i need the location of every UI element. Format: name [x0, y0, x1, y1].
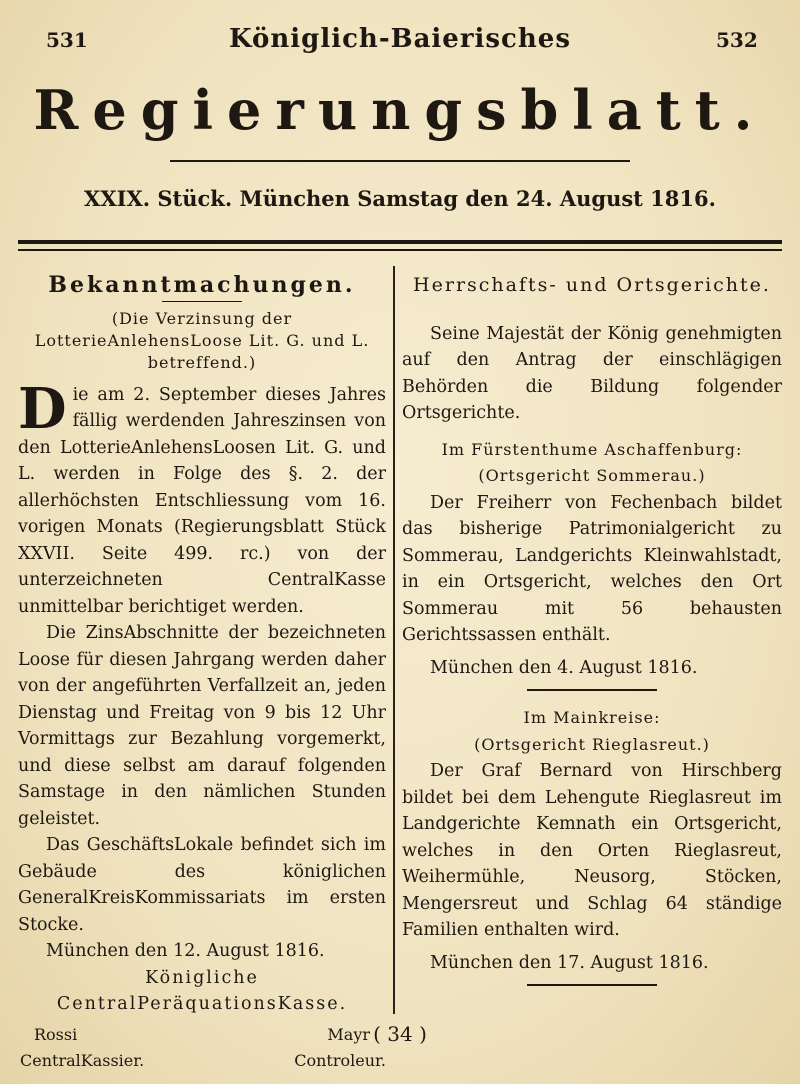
double-rule-bottom — [18, 249, 782, 251]
paragraph-office: Das GeschäftsLokale befindet sich im Gebäude des königlichen GeneralKreisKommissariats im ersten Stocke. — [18, 835, 386, 935]
section-rule-2 — [527, 984, 657, 986]
column-divider — [393, 266, 395, 1014]
paragraph-interest-text: ie am 2. September dieses Jahres fällig werdenden Jahreszinsen von den LotterieAnlehensLoosen Lit. G. und L. werden in Folge des §. 2. der allerhöchsten Entschliessung vom 16. vorigen Monats (Regierungsblatt Stück XXVII. Seite 499. rc.) von der unterzeichneten CentralKasse unmittelbar berichtiget werden. — [18, 384, 386, 617]
signatures-titles — [18, 1048, 386, 1075]
heading-rule — [162, 301, 242, 302]
authority-name: Königliche CentralPeräquationsKasse. — [56, 967, 348, 1014]
court-rieglasreut: (Ortsgericht Rieglasreut.) — [474, 734, 710, 754]
supertitle: Königlich-Baierisches — [229, 24, 571, 54]
region-aschaffenburg: Im Fürstenthume Aschaffenburg: — [441, 439, 743, 459]
date-left: München den 12. August 1816. — [46, 941, 325, 961]
double-rule-top — [18, 240, 782, 244]
paragraph-coupons: Die ZinsAbschnitte der bezeichneten Loose für diesen Jahrgang werden daher von der angeführten Verfallzeit an, jeden Dienstag und Freitag von 9 bis 12 Uhr Vormittags zur Bezahlung vorgemerkt, und diese selbst am darauf folgenden Samstage in den nämlichen Stunden geleistet. — [18, 623, 386, 829]
paragraph-interest — [18, 375, 386, 621]
section-rule-1 — [527, 689, 657, 691]
section-heading-courts: Herrschafts- und Ortsgerichte. — [413, 274, 771, 296]
section-heading-announcements: Bekanntmachungen. — [48, 272, 356, 298]
paragraph-sommerau: Der Freiherr von Fechenbach bildet das bisherige Patrimonialgericht zu Sommerau, Landgerichts Kleinwahlstadt, in ein Ortsgericht, welches den Ort Sommerau mit 56 behausten Gerichtssassen enthält. — [402, 492, 782, 645]
issue-line: XXIX. Stück. München Samstag den 24. August 1816. — [84, 186, 716, 211]
masthead-rule — [170, 160, 630, 162]
page-number-right: 532 — [716, 28, 758, 52]
page-number-left: 531 — [46, 28, 88, 52]
date-rieglasreut: München den 17. August 1816. — [430, 952, 709, 973]
paragraph-intro: Seine Majestät der König genehmigten auf den Antrag der einschlägigen Behörden die Bildung folgender Ortsgerichte. — [402, 323, 782, 423]
paragraph-rieglasreut: Der Graf Bernard von Hirschberg bildet bei dem Lehengute Rieglasreut im Landgerichte Kemnath ein Ortsgericht, welches in den Orten Rieglasreut, Weihermühle, Neusorg, Stöcken, Mengersreut und Schlag 64 ständige Familien enthalten wird. — [402, 761, 782, 940]
right-column — [402, 272, 782, 994]
signer-mayr-title: Controleur. — [294, 1051, 386, 1070]
date-sommerau: München den 4. August 1816. — [430, 657, 698, 678]
drop-cap: D — [18, 375, 67, 442]
masthead-title: Regierungsblatt. — [33, 78, 767, 142]
signer-rossi-title: CentralKassier. — [20, 1051, 145, 1070]
signer-rossi: Rossi — [34, 1024, 78, 1044]
sheet-number: ( 34 ) — [373, 1022, 427, 1046]
subheading-lottery: (Die Verzinsung der LotterieAnlehensLoose Lit. G. und L. betreffend.) — [34, 308, 370, 372]
signer-mayr: Mayr — [327, 1024, 370, 1044]
court-sommerau: (Ortsgericht Sommerau.) — [478, 466, 706, 485]
left-column — [18, 272, 386, 1075]
region-mainkreis: Im Mainkreise: — [523, 708, 661, 727]
